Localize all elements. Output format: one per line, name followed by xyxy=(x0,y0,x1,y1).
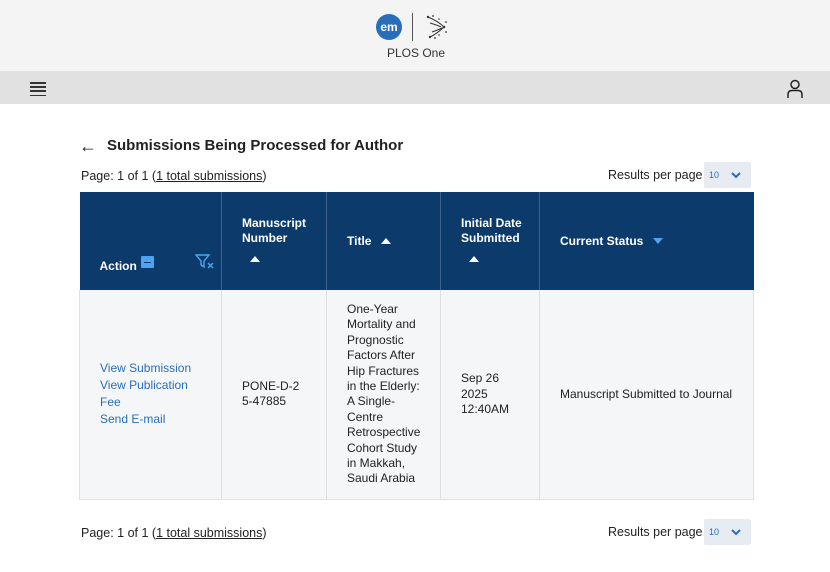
initial-date-value: Sep 26 2025 12:40AM xyxy=(461,371,510,417)
cell-initial-date xyxy=(441,290,540,499)
chevron-down-icon xyxy=(730,526,742,538)
pager-bottom xyxy=(81,526,267,540)
cell-title xyxy=(327,290,441,499)
results-per-page-select[interactable] xyxy=(704,162,751,188)
pager-prefix: Page: 1 of 1 ( xyxy=(81,526,157,540)
view-submission-link[interactable]: View Submission xyxy=(100,361,192,376)
hamburger-menu-icon[interactable] xyxy=(30,82,46,96)
results-per-page-label: Results per page xyxy=(608,168,703,182)
pager-suffix: ) xyxy=(262,169,267,183)
sort-descending-icon[interactable] xyxy=(653,238,663,244)
back-arrow-icon[interactable]: ← xyxy=(79,136,97,156)
send-email-link[interactable]: Send E-mail xyxy=(100,412,166,427)
brand-header xyxy=(0,0,830,71)
view-publication-fee-link[interactable]: View Publication Fee xyxy=(100,378,188,410)
user-profile-icon[interactable] xyxy=(786,79,804,99)
table-row xyxy=(80,290,754,499)
title-value: One-Year Mortality and Prognostic Factors After Hip Fractures in the Elderly: A Single-Centre Retrospective Cohort Study in Makkah, Saudi Arabia xyxy=(347,302,421,486)
brand-divider xyxy=(412,13,413,41)
results-per-page-value: 10 xyxy=(709,527,720,537)
cell-manuscript-number xyxy=(222,290,327,499)
pager-top xyxy=(81,169,267,183)
header-initial-date[interactable] xyxy=(441,192,540,290)
results-per-page-label: Results per page xyxy=(608,525,703,539)
results-per-page-value: 10 xyxy=(709,170,720,180)
collapse-minus-icon[interactable] xyxy=(141,256,154,268)
total-submissions-link[interactable]: 1 total submissions xyxy=(156,169,263,183)
results-per-page-select[interactable] xyxy=(704,519,751,545)
sort-ascending-icon[interactable] xyxy=(381,238,391,244)
table-header-row xyxy=(80,192,754,290)
header-manuscript-number[interactable] xyxy=(222,192,327,290)
manuscript-number-value: PONE-D-25-47885 xyxy=(242,379,300,409)
cell-current-status xyxy=(540,290,754,499)
header-initial-date-label: Initial Date Submitted xyxy=(461,215,522,245)
header-manuscript-number-label: Manuscript Number xyxy=(242,215,307,245)
header-action-label: Action xyxy=(99,259,137,273)
pager-prefix: Page: 1 of 1 ( xyxy=(81,169,157,183)
chevron-down-icon xyxy=(730,169,742,181)
header-action xyxy=(80,192,222,290)
sort-ascending-icon[interactable] xyxy=(250,256,260,262)
current-status-value: Manuscript Submitted to Journal xyxy=(560,386,733,401)
clear-filter-icon[interactable] xyxy=(195,253,215,271)
page-title: Submissions Being Processed for Author xyxy=(107,137,404,154)
em-logo: em xyxy=(376,14,402,40)
header-current-status-label: Current Status xyxy=(560,233,644,248)
submissions-table xyxy=(79,192,754,500)
total-submissions-link[interactable]: 1 total submissions xyxy=(156,526,263,540)
plos-logo-icon xyxy=(424,13,450,41)
sort-ascending-icon[interactable] xyxy=(469,256,479,262)
cell-actions xyxy=(80,290,222,499)
header-title[interactable] xyxy=(327,192,441,290)
pager-suffix: ) xyxy=(262,526,267,540)
header-title-label: Title xyxy=(347,233,372,248)
journal-name: PLOS One xyxy=(386,46,446,60)
nav-bar xyxy=(0,71,830,104)
header-current-status[interactable] xyxy=(540,192,754,290)
